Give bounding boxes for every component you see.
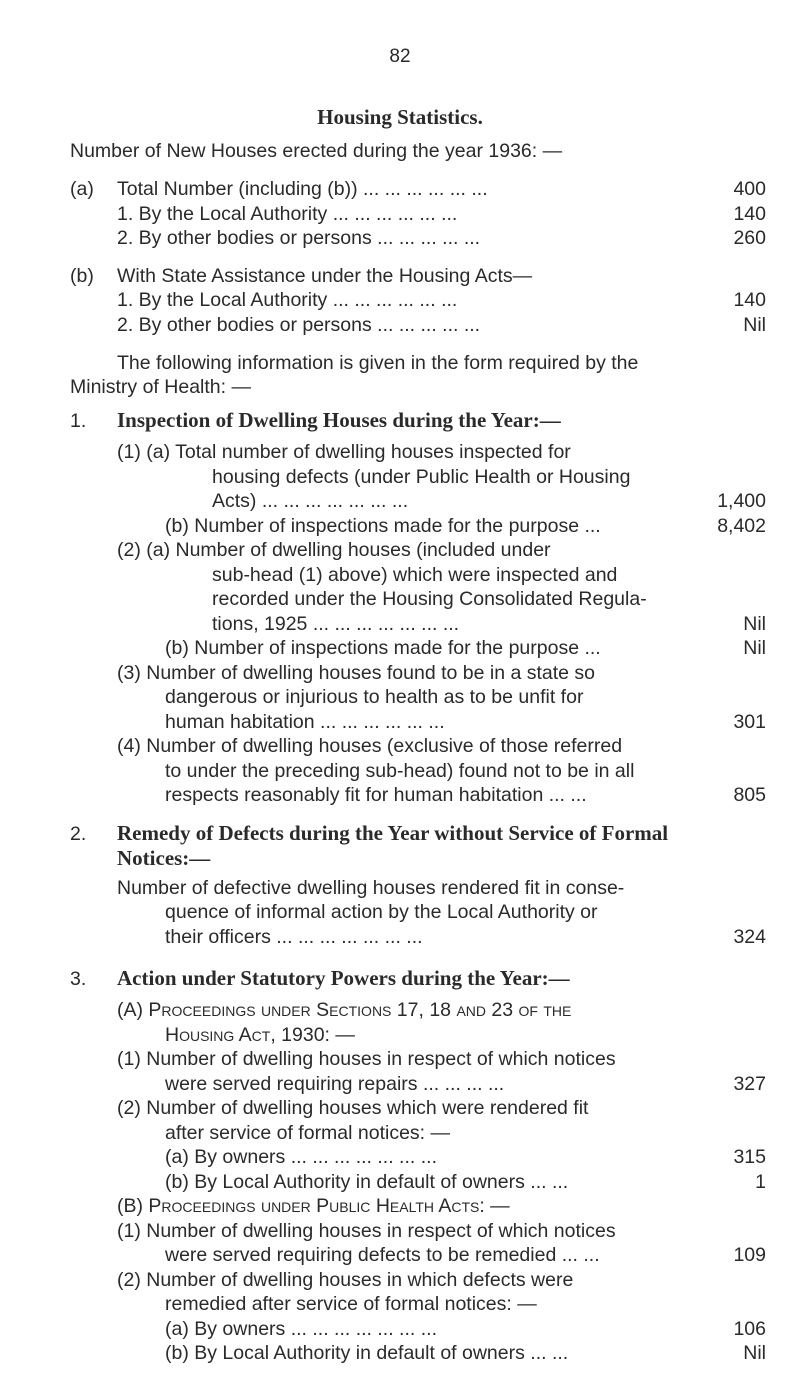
section1-value: 8,402 (717, 514, 766, 537)
section3-row: (2) Number of dwelling houses in which defects were (117, 1268, 574, 1291)
section3-value: 315 (733, 1146, 766, 1169)
page-number: 82 (389, 46, 411, 67)
section3-row: (1) Number of dwelling houses in respect of which notices (117, 1219, 616, 1242)
section1-row: tions, 1925 ... ... ... ... ... ... ... (212, 612, 460, 635)
section3-value: Nil (743, 1342, 766, 1365)
item-b-text: With State Assistance under the Housing Acts— (117, 264, 533, 287)
item-a1-text: 1. By the Local Authority ... ... ... ... ... ... (117, 202, 458, 225)
item-a1-value: 140 (733, 202, 766, 225)
section1-row: (b) Number of inspections made for the purpose ... (165, 514, 601, 537)
section1-row: (1) (a) Total number of dwelling houses inspected for (117, 441, 571, 463)
section3-value: 1 (755, 1170, 766, 1193)
section2-row: Number of defective dwelling houses rendered fit in conse- (117, 876, 625, 899)
page-title: Housing Statistics. (317, 104, 483, 129)
section3-subhead-a-cont: Housing Act, 1930: — (165, 1023, 355, 1046)
section1-row: to under the preceding sub-head) found not to be in all (165, 759, 635, 782)
section3-row: (2) Number of dwelling houses which were rendered fit (117, 1097, 589, 1120)
section3-row: were served requiring defects to be remedied ... ... (165, 1244, 600, 1267)
section1-value: Nil (743, 637, 766, 660)
section1-row: recorded under the Housing Consolidated Regula- (212, 588, 647, 611)
section1-row: respects reasonably fit for human habitation ... ... (165, 784, 587, 807)
section1-row: dangerous or injurious to health as to be unfit for (165, 686, 584, 709)
section3-row: (b) By Local Authority in default of owners ... ... (165, 1170, 569, 1193)
section3-subhead-a: (A) Proceedings under Sections 17, 18 and 23 of the (117, 999, 572, 1022)
item-b-label: (b) (70, 264, 94, 287)
section1-row: (b) Number of inspections made for the purpose ... (165, 637, 601, 660)
item-b2-text: 2. By other bodies or persons ... ... ... ... ... (117, 313, 481, 336)
section3-row: were served requiring repairs ... ... ... ... (165, 1072, 505, 1095)
section2-heading: Remedy of Defects during the Year without Service of Formal (117, 820, 669, 845)
section3-row: (a) By owners ... ... ... ... ... ... ... (165, 1146, 437, 1169)
section2-value: 324 (733, 925, 766, 948)
ministry-note-line2: Ministry of Health: — (70, 376, 251, 398)
item-a2-text: 2. By other bodies or persons ... ... ... ... ... (117, 227, 481, 249)
section1-row: (4) Number of dwelling houses (exclusive of those referred (117, 735, 623, 758)
section1-row: (2) (a) Number of dwelling houses (included under (117, 539, 551, 562)
item-a-text: Total Number (including (b)) ... ... ... ... ... ... (117, 178, 488, 200)
section1-value: 805 (733, 784, 766, 807)
ministry-note-line1: The following information is given in the form required by the (117, 351, 639, 374)
section3-heading: Action under Statutory Powers during the Year:— (117, 966, 570, 991)
section1-heading: Inspection of Dwelling Houses during the Year:— (117, 408, 561, 432)
section1-number: 1. (70, 409, 87, 432)
section1-row: sub-head (1) above) which were inspected and (212, 563, 618, 586)
section3-row: (b) By Local Authority in default of owners ... ... (165, 1342, 569, 1365)
section3-row: after service of formal notices: — (165, 1121, 451, 1144)
section3-row: (1) Number of dwelling houses in respect of which notices (117, 1048, 616, 1071)
item-b2-value: Nil (743, 313, 766, 336)
section3-value: 109 (733, 1244, 766, 1267)
section1-value: 1,400 (717, 490, 766, 513)
intro-text: Number of New Houses erected during the year 1936: — (70, 140, 563, 163)
item-b1-value: 140 (733, 289, 766, 312)
section2-number: 2. (70, 822, 87, 845)
section3-subhead-b: (B) Proceedings under Public Health Acts: — (117, 1195, 510, 1218)
item-a-value: 400 (733, 178, 766, 200)
item-b1-text: 1. By the Local Authority ... ... ... ... ... ... (117, 289, 458, 312)
section3-row: (a) By owners ... ... ... ... ... ... ... (165, 1317, 437, 1340)
item-a-label: (a) (70, 178, 94, 200)
section1-row: housing defects (under Public Health or Housing (212, 465, 631, 488)
section3-number: 3. (70, 968, 87, 991)
item-a2-value: 260 (733, 227, 766, 249)
section1-value: Nil (743, 612, 766, 635)
section1-row: (3) Number of dwelling houses found to be in a state so (117, 661, 596, 684)
section3-value: 106 (733, 1317, 766, 1340)
section1-row: Acts) ... ... ... ... ... ... ... (212, 490, 409, 513)
section2-heading-cont: Notices:— (117, 845, 211, 870)
section3-value: 327 (733, 1072, 766, 1095)
section2-row: quence of informal action by the Local Authority or (165, 901, 598, 924)
section1-row: human habitation ... ... ... ... ... ... (165, 710, 445, 733)
section3-row: remedied after service of formal notices: — (165, 1293, 537, 1316)
section1-value: 301 (733, 710, 766, 733)
section2-row: their officers ... ... ... ... ... ... ... (165, 925, 423, 948)
